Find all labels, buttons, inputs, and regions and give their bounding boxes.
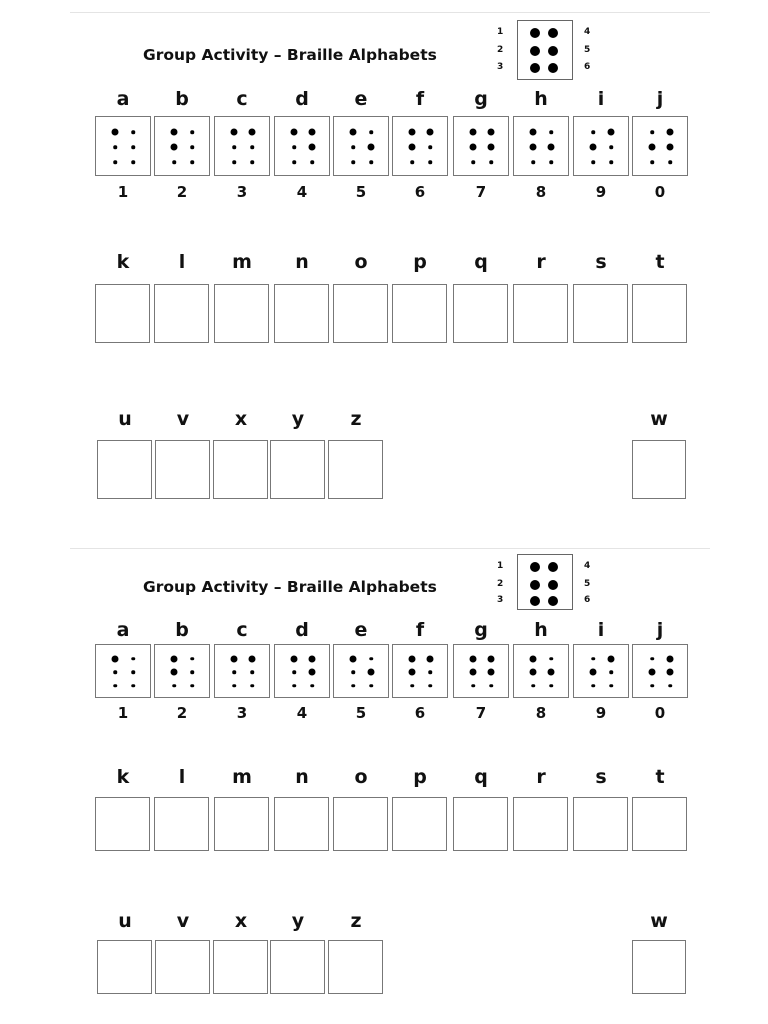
reference-dot (548, 580, 558, 590)
braille-dot (112, 129, 119, 136)
braille-cell (154, 644, 210, 698)
braille-dot (650, 657, 654, 661)
braille-dot (489, 160, 493, 164)
reference-dot (548, 63, 558, 73)
braille-dot (427, 655, 434, 662)
braille-cell (632, 116, 688, 176)
answer-box[interactable] (97, 440, 152, 499)
answer-box[interactable] (154, 284, 209, 343)
braille-dot (591, 160, 595, 164)
reference-dot (530, 63, 540, 73)
braille-dot (292, 160, 296, 164)
answer-box[interactable] (333, 284, 388, 343)
answer-box[interactable] (155, 440, 210, 499)
answer-box[interactable] (573, 797, 628, 851)
braille-dot (649, 144, 656, 151)
letter-label: x (234, 910, 248, 932)
braille-dot (368, 669, 375, 676)
answer-box[interactable] (513, 284, 568, 343)
answer-box[interactable] (270, 940, 325, 994)
braille-dot (172, 160, 176, 164)
answer-box[interactable] (274, 284, 329, 343)
letter-label: g (474, 88, 488, 110)
braille-dot (190, 684, 194, 688)
letter-label: s (595, 766, 607, 788)
digit-label: 2 (176, 704, 188, 722)
letter-label: r (536, 766, 546, 788)
braille-cell (573, 116, 629, 176)
letter-label: t (655, 251, 665, 273)
digit-label: 1 (117, 704, 129, 722)
braille-dot (112, 655, 119, 662)
braille-dot (591, 684, 595, 688)
letter-label: m (232, 766, 252, 788)
braille-dot (590, 144, 597, 151)
digit-label: 7 (475, 183, 487, 201)
braille-dot (351, 160, 355, 164)
letter-label: i (597, 88, 605, 110)
letter-label: s (595, 251, 607, 273)
reference-dot (548, 28, 558, 38)
braille-dot (471, 160, 475, 164)
letter-label: n (295, 766, 309, 788)
braille-dot (172, 684, 176, 688)
braille-cell (214, 644, 270, 698)
letter-label: r (536, 251, 546, 273)
reference-dot-number: 6 (584, 62, 591, 72)
letter-label: b (175, 619, 189, 641)
reference-dot (548, 46, 558, 56)
digit-label: 4 (296, 704, 308, 722)
braille-dot (232, 160, 236, 164)
letter-label: z (350, 910, 362, 932)
braille-dot (531, 160, 535, 164)
answer-box[interactable] (632, 284, 687, 343)
digit-label: 0 (654, 704, 666, 722)
letter-label: b (175, 88, 189, 110)
letter-label: h (534, 88, 548, 110)
letter-label: a (116, 88, 130, 110)
braille-dot (650, 130, 654, 134)
braille-cell (214, 116, 270, 176)
braille-dot (409, 144, 416, 151)
braille-dot (409, 669, 416, 676)
reference-dot-number: 2 (497, 45, 504, 55)
answer-box[interactable] (453, 284, 508, 343)
braille-dot (291, 655, 298, 662)
answer-box[interactable] (392, 797, 447, 851)
braille-dot (369, 130, 373, 134)
letter-label: y (291, 408, 305, 430)
braille-dot (368, 144, 375, 151)
digit-label: 8 (535, 704, 547, 722)
digit-label: 9 (595, 704, 607, 722)
braille-dot (549, 657, 553, 661)
reference-dot-number: 3 (497, 595, 504, 605)
letter-label: i (597, 619, 605, 641)
braille-dot (608, 655, 615, 662)
braille-dot (309, 669, 316, 676)
braille-dot (530, 144, 537, 151)
braille-dot (609, 684, 613, 688)
answer-box-w[interactable] (632, 440, 686, 499)
letter-label: o (354, 251, 368, 273)
braille-dot (292, 684, 296, 688)
answer-box[interactable] (453, 797, 508, 851)
braille-dot (310, 160, 314, 164)
braille-dot (292, 670, 296, 674)
braille-dot (549, 684, 553, 688)
letter-label: f (415, 88, 425, 110)
braille-dot (350, 655, 357, 662)
answer-box[interactable] (328, 940, 383, 994)
answer-box[interactable] (328, 440, 383, 499)
letter-label: k (116, 766, 130, 788)
answer-box[interactable] (214, 797, 269, 851)
letter-label: q (474, 251, 488, 273)
braille-dot (113, 684, 117, 688)
braille-cell (392, 116, 448, 176)
braille-dot (667, 669, 674, 676)
reference-dot (530, 596, 540, 606)
braille-dot (231, 655, 238, 662)
braille-dot (650, 684, 654, 688)
answer-box-w[interactable] (632, 940, 686, 994)
reference-dot (548, 596, 558, 606)
digit-label: 3 (236, 704, 248, 722)
braille-cell (632, 644, 688, 698)
braille-dot (113, 145, 117, 149)
braille-dot (113, 670, 117, 674)
reference-dot-number: 1 (497, 27, 504, 37)
braille-dot (470, 129, 477, 136)
braille-dot (351, 145, 355, 149)
braille-dot (190, 130, 194, 134)
braille-dot (409, 129, 416, 136)
braille-dot (250, 145, 254, 149)
braille-dot (131, 657, 135, 661)
braille-dot (232, 670, 236, 674)
reference-dot-number: 1 (497, 561, 504, 571)
braille-dot (609, 670, 613, 674)
reference-dot-number: 4 (584, 27, 591, 37)
answer-box[interactable] (213, 940, 268, 994)
worksheet-title: Group Activity – Braille Alphabets (143, 46, 437, 64)
letter-label: g (474, 619, 488, 641)
braille-dot (488, 669, 495, 676)
braille-cell (274, 116, 330, 176)
worksheet-bottom (0, 548, 768, 1024)
letter-label: t (655, 766, 665, 788)
answer-box[interactable] (632, 797, 687, 851)
letter-label: p (413, 251, 427, 273)
braille-cell (453, 116, 509, 176)
letter-label: l (178, 251, 186, 273)
digit-label: 5 (355, 183, 367, 201)
braille-dot (309, 129, 316, 136)
braille-dot (667, 144, 674, 151)
braille-dot (232, 684, 236, 688)
letter-label-w: w (650, 408, 668, 430)
braille-cell (333, 116, 389, 176)
braille-dot (249, 129, 256, 136)
braille-cell (95, 644, 151, 698)
braille-dot (667, 129, 674, 136)
letter-label: j (656, 619, 664, 641)
letter-label: h (534, 619, 548, 641)
braille-dot (232, 145, 236, 149)
letter-label: e (354, 619, 368, 641)
reference-dot-number: 5 (584, 579, 591, 589)
reference-dot-number: 4 (584, 561, 591, 571)
braille-dot (531, 684, 535, 688)
braille-dot (471, 684, 475, 688)
braille-dot (489, 684, 493, 688)
braille-dot (131, 670, 135, 674)
braille-dot (427, 129, 434, 136)
braille-dot (131, 160, 135, 164)
braille-dot (231, 129, 238, 136)
digit-label: 2 (176, 183, 188, 201)
braille-dot (351, 684, 355, 688)
braille-dot (171, 669, 178, 676)
digit-label: 3 (236, 183, 248, 201)
braille-dot (131, 684, 135, 688)
braille-dot (590, 669, 597, 676)
answer-box[interactable] (213, 440, 268, 499)
digit-label: 1 (117, 183, 129, 201)
letter-label: k (116, 251, 130, 273)
braille-cell (453, 644, 509, 698)
braille-dot (668, 684, 672, 688)
braille-dot (530, 655, 537, 662)
braille-cell (95, 116, 151, 176)
braille-dot (649, 669, 656, 676)
digit-label: 8 (535, 183, 547, 201)
answer-box[interactable] (95, 797, 150, 851)
braille-dot (190, 670, 194, 674)
letter-label: d (295, 88, 309, 110)
braille-dot (190, 145, 194, 149)
reference-dot-number: 5 (584, 45, 591, 55)
reference-dot-number: 6 (584, 595, 591, 605)
braille-dot (470, 655, 477, 662)
answer-box[interactable] (274, 797, 329, 851)
digit-label: 5 (355, 704, 367, 722)
braille-dot (591, 657, 595, 661)
worksheet-title: Group Activity – Braille Alphabets (143, 578, 437, 596)
answer-box[interactable] (513, 797, 568, 851)
letter-label: u (118, 910, 132, 932)
braille-dot (548, 669, 555, 676)
braille-dot (309, 144, 316, 151)
letter-label: f (415, 619, 425, 641)
braille-dot (548, 144, 555, 151)
braille-cell (154, 116, 210, 176)
answer-box[interactable] (214, 284, 269, 343)
reference-dot-number: 2 (497, 579, 504, 589)
braille-cell (513, 644, 569, 698)
braille-cell (513, 116, 569, 176)
letter-label: u (118, 408, 132, 430)
braille-dot (410, 684, 414, 688)
letter-label: c (236, 619, 248, 641)
letter-label-w: w (650, 910, 668, 932)
digit-label: 0 (654, 183, 666, 201)
braille-dot (190, 160, 194, 164)
letter-label: n (295, 251, 309, 273)
braille-dot (369, 684, 373, 688)
braille-reference-cell (517, 20, 573, 80)
letter-label: l (178, 766, 186, 788)
braille-reference-cell (517, 554, 573, 610)
braille-dot (171, 144, 178, 151)
braille-dot (190, 657, 194, 661)
braille-dot (131, 145, 135, 149)
answer-box[interactable] (95, 284, 150, 343)
braille-dot (409, 655, 416, 662)
braille-dot (470, 144, 477, 151)
letter-label: a (116, 619, 130, 641)
braille-cell (274, 644, 330, 698)
braille-dot (292, 145, 296, 149)
braille-cell (333, 644, 389, 698)
reference-dot (530, 28, 540, 38)
braille-dot (249, 655, 256, 662)
letter-label: q (474, 766, 488, 788)
braille-dot (470, 669, 477, 676)
braille-dot (428, 670, 432, 674)
braille-dot (309, 655, 316, 662)
reference-dot-number: 3 (497, 62, 504, 72)
braille-dot (488, 129, 495, 136)
reference-dot (548, 562, 558, 572)
braille-cell (573, 644, 629, 698)
braille-dot (650, 160, 654, 164)
reference-dot (530, 46, 540, 56)
letter-label: p (413, 766, 427, 788)
braille-dot (113, 160, 117, 164)
braille-dot (428, 684, 432, 688)
braille-dot (549, 130, 553, 134)
braille-dot (668, 160, 672, 164)
answer-box[interactable] (154, 797, 209, 851)
reference-dot (530, 562, 540, 572)
braille-dot (488, 144, 495, 151)
braille-dot (428, 145, 432, 149)
letter-label: o (354, 766, 368, 788)
letter-label: y (291, 910, 305, 932)
braille-dot (530, 669, 537, 676)
braille-dot (250, 670, 254, 674)
braille-dot (131, 130, 135, 134)
letter-label: m (232, 251, 252, 273)
braille-dot (171, 129, 178, 136)
braille-dot (410, 160, 414, 164)
answer-box[interactable] (97, 940, 152, 994)
reference-dot (530, 580, 540, 590)
braille-dot (291, 129, 298, 136)
braille-dot (250, 160, 254, 164)
digit-label: 6 (414, 704, 426, 722)
braille-dot (350, 129, 357, 136)
answer-box[interactable] (392, 284, 447, 343)
letter-label: x (234, 408, 248, 430)
braille-dot (549, 160, 553, 164)
letter-label: c (236, 88, 248, 110)
braille-dot (609, 145, 613, 149)
braille-dot (488, 655, 495, 662)
braille-dot (667, 655, 674, 662)
braille-dot (428, 160, 432, 164)
letter-label: v (176, 408, 190, 430)
answer-box[interactable] (270, 440, 325, 499)
letter-label: d (295, 619, 309, 641)
braille-dot (591, 130, 595, 134)
letter-label: j (656, 88, 664, 110)
digit-label: 7 (475, 704, 487, 722)
answer-box[interactable] (573, 284, 628, 343)
letter-label: z (350, 408, 362, 430)
digit-label: 9 (595, 183, 607, 201)
letter-label: e (354, 88, 368, 110)
braille-dot (250, 684, 254, 688)
braille-cell (392, 644, 448, 698)
braille-dot (310, 684, 314, 688)
braille-dot (351, 670, 355, 674)
letter-label: v (176, 910, 190, 932)
digit-label: 4 (296, 183, 308, 201)
braille-dot (171, 655, 178, 662)
braille-dot (369, 657, 373, 661)
braille-dot (369, 160, 373, 164)
braille-dot (608, 129, 615, 136)
answer-box[interactable] (333, 797, 388, 851)
digit-label: 6 (414, 183, 426, 201)
answer-box[interactable] (155, 940, 210, 994)
braille-dot (530, 129, 537, 136)
braille-dot (609, 160, 613, 164)
